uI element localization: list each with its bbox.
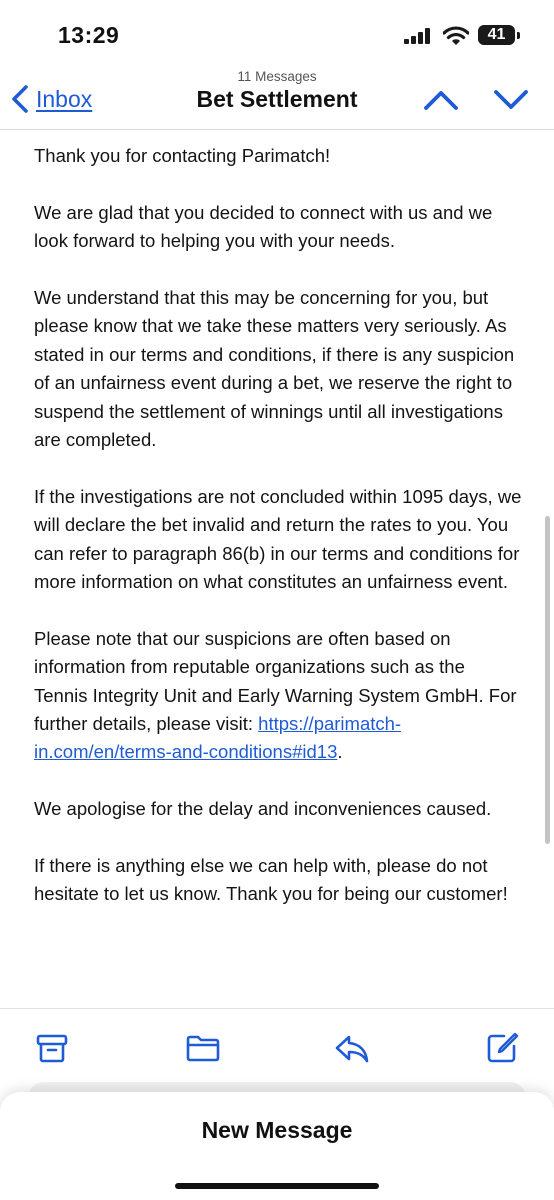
paragraph-suspicions	[34, 625, 522, 767]
paragraph-greeting: Thank you for contacting Parimatch!	[34, 145, 331, 166]
battery-cap	[517, 32, 520, 39]
battery-level: 41	[487, 26, 506, 43]
signal-icon	[404, 28, 432, 44]
paragraph-apology: We apologise for the delay and inconveniences caused.	[34, 798, 492, 820]
message-count: 11 Messages	[237, 69, 317, 84]
status-bar	[0, 0, 554, 66]
chevron-down-icon[interactable]	[492, 84, 530, 114]
thread-title: Bet Settlement	[196, 86, 358, 112]
suspicions-text: Please note that our suspicions are often based on information from reputable organizations such as the Tennis Integrity Unit and Early Warning System GmbH. For further details, please visit:	[34, 627, 517, 735]
reply-icon[interactable]	[334, 1030, 370, 1066]
wifi-icon	[443, 26, 469, 46]
folder-icon[interactable]	[185, 1030, 221, 1066]
scrollbar[interactable]	[545, 516, 550, 844]
home-indicator[interactable]	[175, 1183, 379, 1189]
paragraph-intro: We are glad that you decided to connect with us and we look forward to helping you with your needs.	[34, 201, 493, 252]
email-body	[34, 142, 522, 937]
paragraph-closing: If there is anything else we can help with, please do not hesitate to let us know. Thank you for being our customer!	[34, 855, 508, 905]
bottom-toolbar	[0, 1008, 554, 1088]
paragraph-terms: We understand that this may be concerning for you, but please know that we take these matters very seriously. As stated in our terms and conditions, if there is any suspicion of an unfairness event during a bet, we reserve the right to suspend the settlement of winnings until all investigations are completed.	[34, 287, 515, 451]
status-time: 13:29	[58, 22, 120, 48]
archive-icon[interactable]	[34, 1030, 70, 1066]
terms-link[interactable]: https://parimatch-in.com/en/terms-and-conditions#id13	[34, 713, 402, 763]
suspicions-end: .	[337, 741, 343, 763]
nav-bar	[0, 66, 554, 130]
new-message-title[interactable]: New Message	[201, 1117, 353, 1143]
paragraph-investigation: If the investigations are not concluded within 1095 days, we will declare the bet invalid and return the rates to you. You can refer to paragraph 86(b) in our terms and conditions for more information on what constitutes an unfairness event.	[34, 485, 522, 593]
compose-icon[interactable]	[484, 1030, 520, 1066]
battery-icon	[478, 25, 515, 45]
toolbar-divider	[0, 1008, 554, 1009]
back-label: Inbox	[36, 85, 93, 112]
chevron-up-icon[interactable]	[422, 84, 460, 114]
nav-divider	[0, 129, 554, 130]
